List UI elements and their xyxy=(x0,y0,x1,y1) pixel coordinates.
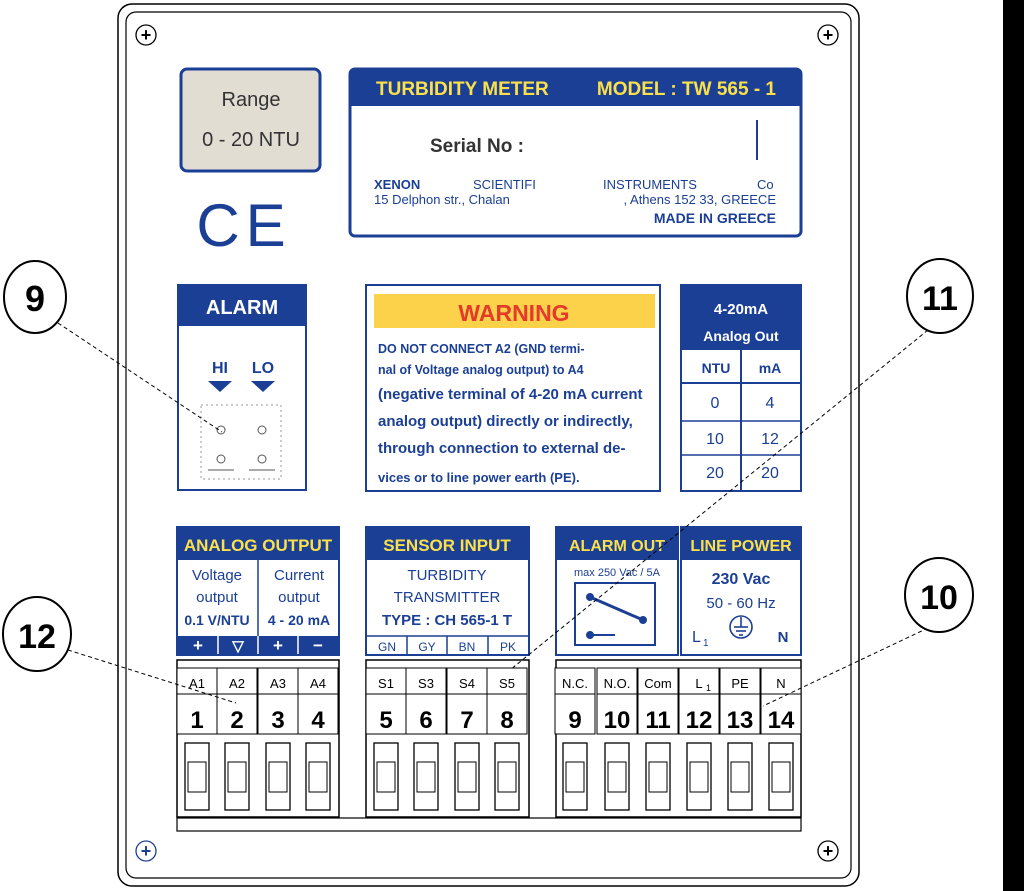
plus-symbol: + xyxy=(193,636,203,655)
frame-edge xyxy=(1003,0,1024,891)
voltage-output-label: Voltage xyxy=(191,567,243,584)
warning-line: (negative terminal of 4-20 mA current xyxy=(378,386,643,403)
analog-table-cell: 4 xyxy=(765,395,775,412)
callout-10 xyxy=(905,558,973,632)
maker-name-4: Co xyxy=(757,177,774,192)
alarm-title: ALARM xyxy=(205,297,279,319)
analog-table-cell: 10 xyxy=(706,431,724,448)
terminal-number: 9 xyxy=(568,707,582,734)
voltage-output-scale: 0.1 V/NTU xyxy=(184,612,250,628)
alarm-hi-label: HI xyxy=(212,360,228,377)
analog-output-block xyxy=(177,527,339,655)
terminal-number: 14 xyxy=(767,707,795,734)
terminal-label: S4 xyxy=(459,676,475,691)
made-in: MADE IN GREECE xyxy=(653,210,776,226)
terminal-number: 11 xyxy=(645,707,671,734)
line-power-block xyxy=(681,527,801,655)
alarm-lo-label: LO xyxy=(251,360,275,377)
alarm-out-rating: max 250 Vac / 5A xyxy=(573,567,661,579)
callout-number: 12 xyxy=(18,618,56,656)
alarm-out-block xyxy=(556,527,678,655)
ground-symbol-icon: ▽ xyxy=(232,638,244,655)
analog-table-cell: 20 xyxy=(706,465,724,482)
alarm-out-title: ALARM OUT xyxy=(569,538,665,555)
wire-color: BN xyxy=(458,640,476,654)
terminal-number: 7 xyxy=(460,707,474,734)
screw-bottom-right xyxy=(818,841,838,861)
range-line2: 0 - 20 NTU xyxy=(202,129,300,151)
plus-symbol: + xyxy=(273,636,283,655)
terminal-label: S5 xyxy=(499,676,515,691)
serial-label: Serial No : xyxy=(430,136,524,157)
maker-name-2: SCIENTIFI xyxy=(473,177,536,192)
range-line1: Range xyxy=(221,89,281,111)
terminal-number: 3 xyxy=(271,707,285,734)
terminal-number: 2 xyxy=(230,707,244,734)
analog-table-cell: 12 xyxy=(761,431,779,448)
callout-11 xyxy=(907,259,973,333)
terminal-number: 8 xyxy=(500,707,514,734)
ce-mark: CE xyxy=(196,192,292,259)
warning-line: vices or to line power earth (PE). xyxy=(378,470,580,485)
screw-symbol: + xyxy=(822,841,834,861)
terminal-label: N.C. xyxy=(562,676,588,691)
sensor-type-label-2: TRANSMITTER xyxy=(393,589,501,606)
analog-table-header: mA xyxy=(758,360,782,376)
range-label-box xyxy=(181,69,320,171)
maker-name-3: INSTRUMENTS xyxy=(603,177,697,192)
terminal-label: S1 xyxy=(378,676,394,691)
terminal-number: 1 xyxy=(190,707,204,734)
terminal-number: 12 xyxy=(685,707,713,734)
analog-table-subtitle: Analog Out xyxy=(703,328,779,344)
terminal-label: A1 xyxy=(189,676,205,691)
analog-table-cell: 20 xyxy=(761,465,779,482)
analog-table-header: NTU xyxy=(701,360,731,376)
terminal-number: 13 xyxy=(726,707,754,734)
sensor-input-block xyxy=(366,527,529,655)
screw-symbol: + xyxy=(140,25,152,45)
maker-address-2: , Athens 152 33, GREECE xyxy=(623,192,776,207)
terminal-number: 5 xyxy=(379,707,393,734)
nameplate-title: TURBIDITY METER xyxy=(376,79,549,100)
sensor-model: TYPE : CH 565-1 T xyxy=(381,612,513,629)
terminal-label: N xyxy=(776,676,786,691)
wire-color: GN xyxy=(378,640,396,654)
terminal-number: 10 xyxy=(603,707,631,734)
terminal-label: N.O. xyxy=(603,676,631,691)
terminal-label: Com xyxy=(644,676,672,691)
line-neutral-label: N xyxy=(777,629,789,646)
terminal-label-sub: 1 xyxy=(706,683,712,693)
callout-12 xyxy=(3,597,71,671)
terminal-label: S3 xyxy=(418,676,434,691)
terminal-number: 6 xyxy=(419,707,433,734)
analog-conversion-table xyxy=(681,285,801,491)
terminal-number: 4 xyxy=(311,707,325,734)
alarm-panel xyxy=(178,285,306,490)
callout-number: 10 xyxy=(920,579,958,617)
callout-number: 11 xyxy=(922,280,958,318)
line-l1-sub: 1 xyxy=(703,638,709,649)
callout-number: 9 xyxy=(24,278,46,319)
warning-title: WARNING xyxy=(458,300,570,326)
nameplate xyxy=(350,69,801,236)
terminal-label: A2 xyxy=(229,676,245,691)
terminal-label: PE xyxy=(731,676,749,691)
maker-address: 15 Delphon str., Chalan xyxy=(374,192,510,207)
line-power-frequency: 50 - 60 Hz xyxy=(706,595,776,612)
analog-output-title: ANALOG OUTPUT xyxy=(183,536,333,555)
terminal-label: L xyxy=(695,676,703,691)
line-power-voltage: 230 Vac xyxy=(711,571,771,588)
screw-top-right xyxy=(818,25,838,45)
minus-symbol: − xyxy=(313,636,323,655)
screw-symbol: + xyxy=(822,25,834,45)
warning-line: nal of Voltage analog output) to A4 xyxy=(378,363,584,377)
line-power-title: LINE POWER xyxy=(690,538,792,555)
maker-name: XENON xyxy=(374,177,421,192)
sensor-input-title: SENSOR INPUT xyxy=(383,536,511,555)
screw-symbol: + xyxy=(140,841,152,861)
warning-line: DO NOT CONNECT A2 (GND termi- xyxy=(378,342,585,356)
nameplate-model: MODEL : TW 565 - 1 xyxy=(596,79,776,100)
callout-9 xyxy=(4,261,66,333)
analog-table-title: 4-20mA xyxy=(713,301,769,318)
sensor-type-label: TURBIDITY xyxy=(407,567,487,584)
terminal-label: A4 xyxy=(310,676,326,691)
warning-line: analog output) directly or indirectly, xyxy=(378,413,633,430)
analog-table-cell: 0 xyxy=(710,395,720,412)
wire-color: PK xyxy=(499,640,517,654)
screw-bottom-left xyxy=(136,841,156,861)
current-output-label-2: output xyxy=(278,589,320,606)
line-l1-label: L xyxy=(692,629,701,646)
terminal-base-rail xyxy=(177,818,801,831)
warning-panel xyxy=(366,285,660,491)
current-output-scale: 4 - 20 mA xyxy=(267,612,331,628)
voltage-output-label-2: output xyxy=(196,589,238,606)
current-output-label: Current xyxy=(273,567,325,584)
warning-line: through connection to external de- xyxy=(378,440,626,457)
wire-color: GY xyxy=(418,640,436,654)
terminal-label: A3 xyxy=(270,676,286,691)
screw-top-left xyxy=(136,25,156,45)
